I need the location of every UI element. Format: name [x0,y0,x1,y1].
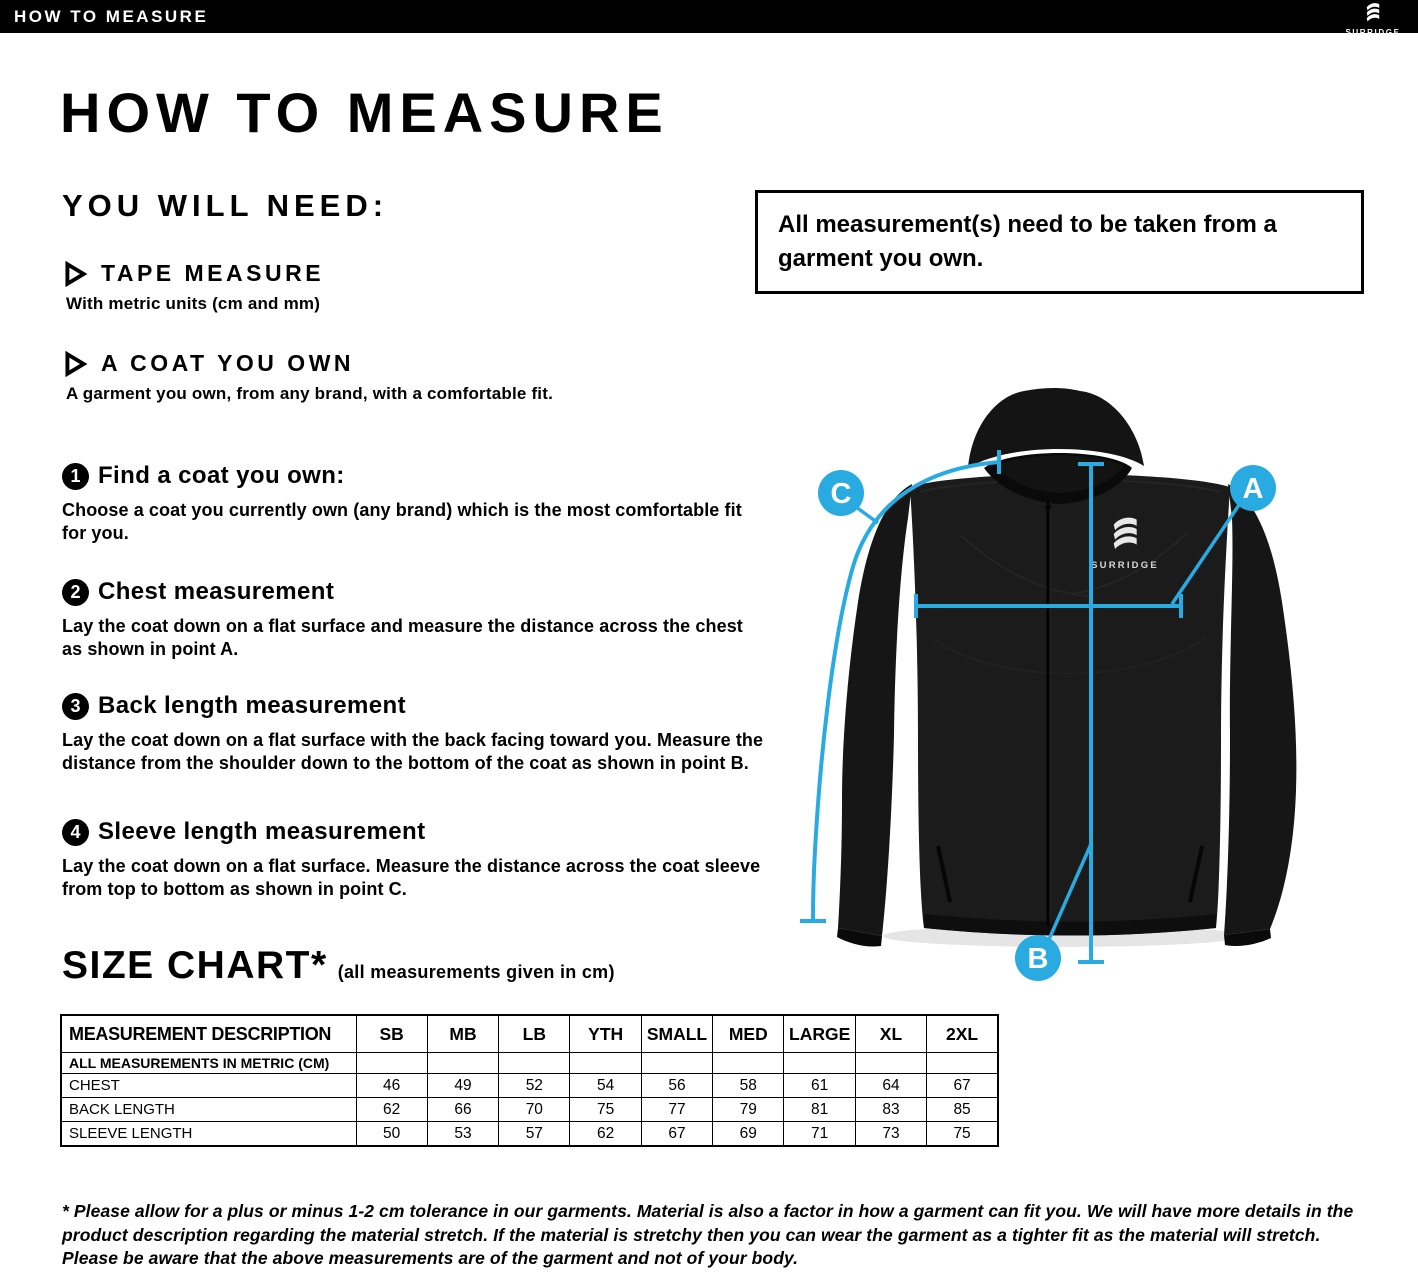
measurement-value-cell: 54 [570,1074,641,1098]
step-title: Back length measurement [98,692,406,719]
measurement-value-cell: 56 [641,1074,712,1098]
col-header-size: LB [499,1015,570,1053]
col-header-size: XL [855,1015,926,1053]
step-2 [62,578,767,660]
empty-cell [570,1053,641,1074]
measurement-value-cell: 73 [855,1122,926,1147]
empty-cell [713,1053,784,1074]
step-title: Sleeve length measurement [98,818,426,845]
step-title: Chest measurement [98,578,335,605]
measurement-value-cell: 50 [356,1122,427,1147]
measurement-label-cell: CHEST [61,1074,356,1098]
measurement-label-cell: SLEEVE LENGTH [61,1122,356,1147]
zipper-pull [1045,504,1051,510]
triangle-bullet-icon [62,261,88,287]
top-bar [0,0,1418,37]
triangle-bullet-icon [62,351,88,377]
surridge-logo-text: SURRIDGE [1345,28,1401,37]
measurement-value-cell: 64 [855,1074,926,1098]
label-a: A [1242,473,1264,505]
metric-note-row [61,1053,998,1074]
empty-cell [427,1053,498,1074]
step-number-badge: 2 [62,579,89,606]
col-header-size: MB [427,1015,498,1053]
step-number-badge: 4 [62,819,89,846]
empty-cell [641,1053,712,1074]
measurement-value-cell: 77 [641,1098,712,1122]
size-table-row [61,1122,998,1147]
size-chart-heading-row [62,944,615,988]
need-item-desc: With metric units (cm and mm) [66,294,321,313]
empty-cell [499,1053,570,1074]
measurement-value-cell: 49 [427,1074,498,1098]
size-table [60,1014,999,1147]
step-body: Lay the coat down on a flat surface and measure the distance across the chest as shown in point A. [62,616,743,659]
step-body: Lay the coat down on a flat surface with the back facing toward you. Measure the distance from the shoulder down to the bottom of the coat as shown in point B. [62,730,764,773]
size-table-row [61,1098,998,1122]
measurement-value-cell: 62 [570,1122,641,1147]
measurement-value-cell: 70 [499,1098,570,1122]
measurement-value-cell: 81 [784,1098,855,1122]
measurement-value-cell: 67 [927,1074,998,1098]
jacket-chest-logo-text: SURRIDGE [1091,560,1159,571]
measurement-value-cell: 83 [855,1098,926,1122]
empty-cell [784,1053,855,1074]
measurement-value-cell: 57 [499,1122,570,1147]
measurement-value-cell: 67 [641,1122,712,1147]
jacket-left-sleeve [838,484,912,936]
measurement-value-cell: 61 [784,1074,855,1098]
step-4 [62,818,767,900]
measurement-value-cell: 66 [427,1098,498,1122]
step-title: Find a coat you own: [98,462,345,489]
step-3 [62,692,767,774]
col-header-size: SMALL [641,1015,712,1053]
page-title: HOW TO MEASURE [60,81,669,144]
step-1 [62,462,767,544]
surridge-logo [1338,1,1408,37]
measurement-note-box [755,190,1364,294]
top-bar-title: HOW TO MEASURE [14,7,209,26]
col-header-description: MEASUREMENT DESCRIPTION [61,1015,356,1053]
measurement-value-cell: 62 [356,1098,427,1122]
measurement-value-cell: 53 [427,1122,498,1147]
jacket-image [760,380,1380,998]
measurement-value-cell: 71 [784,1122,855,1147]
need-item-desc: A garment you own, from any brand, with a comfortable fit. [66,384,554,403]
measurement-label-cell: BACK LENGTH [61,1098,356,1122]
size-chart-title: SIZE CHART* [62,944,328,987]
measurement-value-cell: 58 [713,1074,784,1098]
step-body: Choose a coat you currently own (any brand) which is the most comfortable fit for you. [62,500,742,543]
label-b: B [1027,943,1049,975]
jacket-right-sleeve [1224,484,1296,935]
size-table-row [61,1074,998,1098]
size-table-header-row [61,1015,998,1053]
you-will-need-heading: YOU WILL NEED: [62,188,389,223]
measurement-note-text: All measurement(s) need to be taken from a garment you own. [778,211,1277,272]
tolerance-footnote: * Please allow for a plus or minus 1-2 cm tolerance in our garments. Material is also a factor in how a garment can fit you. We will have more details in the product description regarding the material stretch. If the material is stretchy then you can wear the garment as a tighter fit as the material will stretch. Please be aware that the above measurements are of the garment and not of your body. [62,1201,1354,1268]
metric-note-cell: ALL MEASUREMENTS IN METRIC (CM) [61,1053,356,1074]
empty-cell [356,1053,427,1074]
empty-cell [927,1053,998,1074]
need-item-coat [62,350,553,404]
jacket-measurement-diagram [760,380,1380,998]
col-header-size: SB [356,1015,427,1053]
label-c-leader-line [856,507,878,523]
measurement-value-cell: 79 [713,1098,784,1122]
step-number-badge: 1 [62,463,89,490]
col-header-size: 2XL [927,1015,998,1053]
need-item-tape-measure [62,260,324,314]
col-header-size: LARGE [784,1015,855,1053]
need-item-title: A COAT YOU OWN [101,350,355,376]
measurement-value-cell: 46 [356,1074,427,1098]
measurement-value-cell: 52 [499,1074,570,1098]
col-header-size: YTH [570,1015,641,1053]
jacket-body [910,474,1230,935]
label-c: C [830,478,852,510]
step-body: Lay the coat down on a flat surface. Measure the distance across the coat sleeve from top to bottom as shown in point C. [62,856,761,899]
empty-cell [855,1053,926,1074]
step-number-badge: 3 [62,693,89,720]
measurement-value-cell: 69 [713,1122,784,1147]
surridge-s-icon [1362,1,1384,23]
need-item-title: TAPE MEASURE [101,260,325,286]
measurement-value-cell: 85 [927,1098,998,1122]
col-header-size: MED [713,1015,784,1053]
measurement-value-cell: 75 [570,1098,641,1122]
size-chart-subtitle: (all measurements given in cm) [337,962,615,982]
measurement-value-cell: 75 [927,1122,998,1147]
